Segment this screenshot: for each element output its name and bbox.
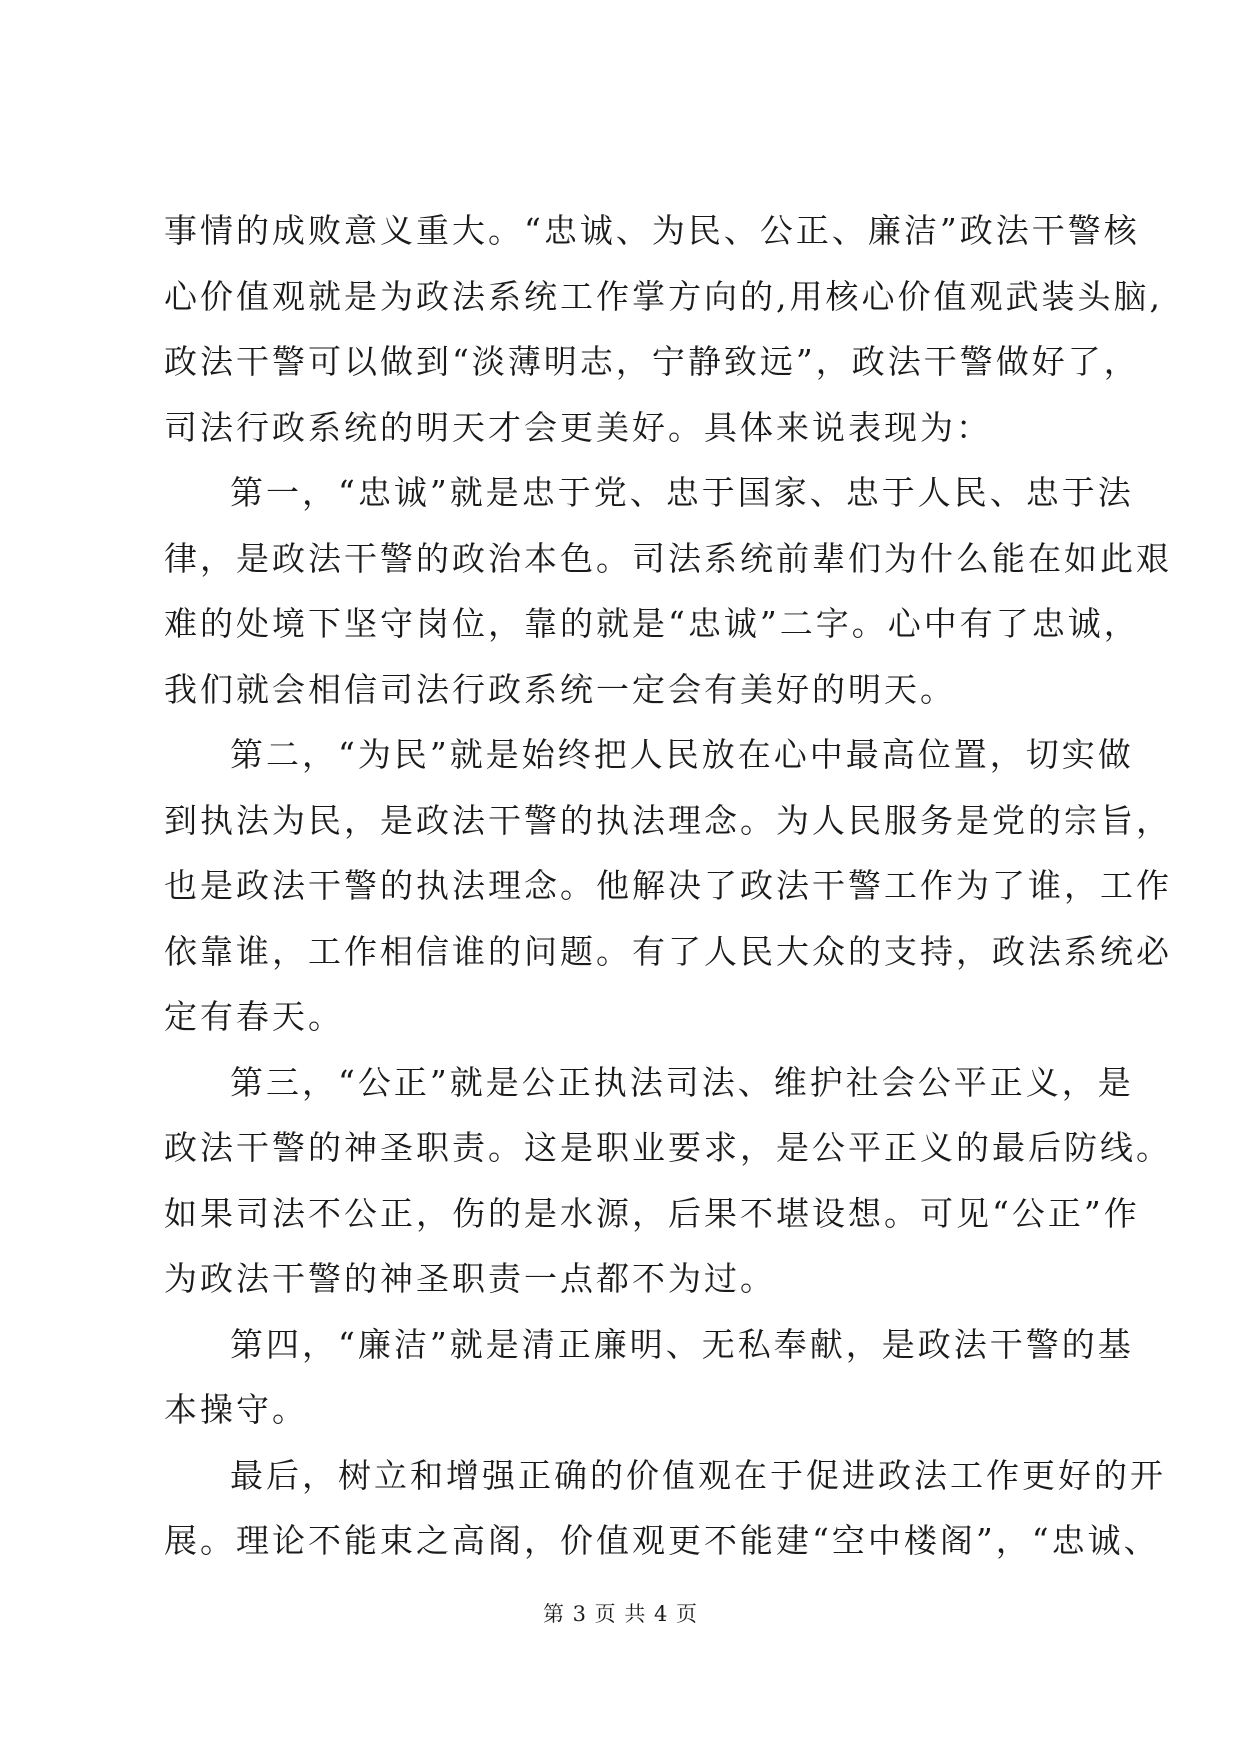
text-line: 事情的成败意义重大。“忠诚、为民、公正、廉洁”政法干警核 <box>164 211 1140 250</box>
text-line: 为政法干警的神圣职责一点都不为过。 <box>164 1259 776 1298</box>
text-line: 依靠谁，工作相信谁的问题。有了人民大众的支持，政法系统必 <box>164 931 1172 971</box>
document-body <box>164 198 1172 1574</box>
text-line: 展。理论不能束之高阁，价值观更不能建“空中楼阁”，“忠诚、 <box>164 1521 1160 1560</box>
text-line: 到执法为民，是政法干警的执法理念。为人民服务是党的宗旨， <box>164 800 1172 840</box>
paragraph-first-line: 最后，树立和增强正确的价值观在于促进政法工作更好的开 <box>230 1455 1166 1495</box>
text-line: 司法行政系统的明天才会更美好。具体来说表现为： <box>164 407 992 447</box>
text-line: 如果司法不公正，伤的是水源，后果不堪设想。可见“公正”作 <box>164 1193 1140 1233</box>
text-line: 政法干警可以做到“淡薄明志，宁静致远”，政法干警做好了， <box>164 342 1140 381</box>
page-number-footer: 第 3 页 共 4 页 <box>542 1602 699 1626</box>
text-line: 律，是政法干警的政治本色。司法系统前辈们为什么能在如此艰 <box>164 538 1172 578</box>
text-line: 也是政法干警的执法理念。他解决了政法干警工作为了谁，工作 <box>164 866 1172 905</box>
paragraph-first-line: 第三，“公正”就是公正执法司法、维护社会公平正义，是 <box>230 1062 1134 1102</box>
text-line: 定有春天。 <box>164 997 344 1036</box>
text-line: 政法干警的神圣职责。这是职业要求，是公平正义的最后防线。 <box>164 1128 1172 1167</box>
text-line: 我们就会相信司法行政系统一定会有美好的明天。 <box>164 669 956 709</box>
paragraph-first-line: 第一，“忠诚”就是忠于党、忠于国家、忠于人民、忠于法 <box>230 473 1134 512</box>
paragraph-first-line: 第二，“为民”就是始终把人民放在心中最高位置，切实做 <box>230 735 1134 774</box>
text-line: 难的处境下坚守岗位，靠的就是“忠诚”二字。心中有了忠诚， <box>164 604 1140 643</box>
paragraph-first-line: 第四，“廉洁”就是清正廉明、无私奉献，是政法干警的基 <box>230 1324 1134 1364</box>
text-line: 本操守。 <box>164 1390 308 1429</box>
text-line: 心价值观就是为政法系统工作掌方向的,用核心价值观武装头脑, <box>164 276 1163 316</box>
